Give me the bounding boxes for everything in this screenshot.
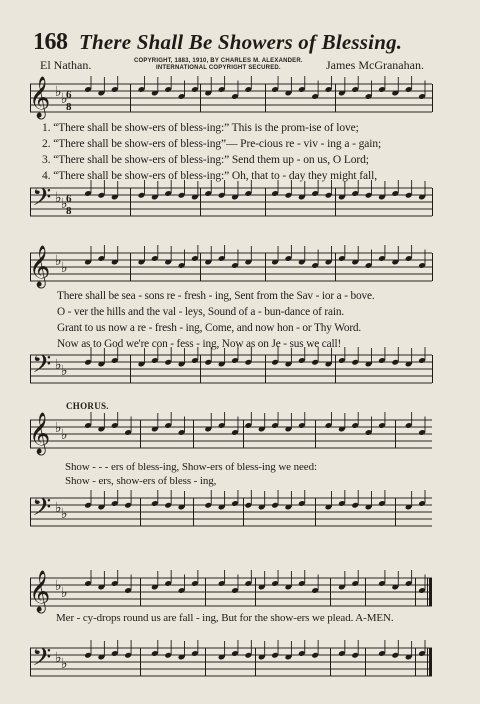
note-heads: [84, 76, 426, 100]
bar-line: [205, 578, 206, 606]
verse-2-line-2: O - ver the hills and the val - leys, Sound of a - bun-dance of rain.: [57, 306, 345, 318]
verse-1-line-2: There shall be sea - sons re - fresh - ing, Sent from the Sav - ior a - bove.: [57, 290, 375, 302]
bass-staff-system-3: [0, 490, 480, 540]
bar-line: [265, 355, 266, 383]
bass-clef-icon: [32, 493, 51, 528]
bar-line: [200, 188, 201, 216]
bar-line: [432, 253, 433, 281]
bar-line: [243, 498, 244, 526]
svg-text:♭: ♭: [55, 358, 62, 373]
copyright-line-2: INTERNATIONAL COPYRIGHT SECURED.: [155, 65, 281, 71]
verse-1-line-1: 1. “There shall be show-ers of bless-ing:” This is the prom-ise of love;: [42, 122, 359, 134]
copyright-notice: [134, 58, 303, 72]
bass-staff-system-4: [0, 640, 480, 690]
bar-line: [432, 188, 433, 216]
bar-line: [200, 253, 201, 281]
bar-line: [330, 648, 331, 676]
bar-line: [200, 355, 201, 383]
treble-staff-system-2: [0, 245, 480, 295]
bar-line: [429, 578, 432, 606]
bar-line: [415, 578, 416, 606]
bass-clef-icon: [32, 643, 51, 678]
chorus-label: CHORUS.: [66, 401, 109, 411]
svg-text:♭: ♭: [61, 428, 68, 443]
svg-text:♭: ♭: [55, 579, 62, 594]
bar-line: [140, 578, 141, 606]
treble-staff-system-3: [0, 412, 480, 462]
bar-line: [315, 420, 316, 448]
svg-text:♭: ♭: [61, 657, 68, 672]
verse-3-line-1: 3. “There shall be show-ers of bless-ing:” Send them up - on us, O Lord;: [42, 154, 369, 166]
chorus-line-1: Show - - - ers of bless-ing, Show-ers of bless-ing we need:: [65, 461, 317, 473]
bar-line: [30, 188, 31, 216]
bar-line: [395, 498, 396, 526]
bar-line: [255, 648, 256, 676]
bar-line: [265, 188, 266, 216]
time-signature-icon: [66, 89, 72, 113]
bar-line: [432, 84, 433, 112]
svg-text:𝄞: 𝄞: [29, 413, 51, 454]
key-signature-icon: [55, 579, 68, 601]
svg-text:♭: ♭: [55, 85, 62, 100]
copyright-line-1: COPYRIGHT, 1883, 1910, BY CHARLES M. ALEXANDER.: [134, 58, 303, 64]
svg-text:♭: ♭: [61, 92, 68, 107]
bass-clef-icon: [32, 183, 51, 218]
svg-text:6: 6: [66, 193, 72, 205]
bar-line: [140, 648, 141, 676]
bar-line: [415, 648, 416, 676]
bar-line: [130, 188, 131, 216]
bar-line: [330, 578, 331, 606]
bar-line: [432, 355, 433, 383]
treble-clef-icon: [29, 76, 50, 119]
bass-staff-system-2: [0, 347, 480, 397]
treble-clef-icon: [29, 412, 50, 455]
bar-line: [30, 355, 31, 383]
bar-line: [200, 84, 201, 112]
svg-text:6: 6: [66, 89, 72, 101]
treble-clef-icon: [29, 245, 50, 288]
bar-line: [365, 648, 366, 676]
svg-text:♭: ♭: [55, 501, 62, 516]
svg-text:♭: ♭: [55, 254, 62, 269]
svg-text:𝄢: 𝄢: [32, 183, 52, 218]
hymn-number: 168: [33, 29, 68, 55]
bar-line: [315, 498, 316, 526]
bass-clef-icon: [32, 350, 51, 385]
svg-text:𝄢: 𝄢: [32, 643, 52, 678]
bar-line: [265, 84, 266, 112]
verse-4-line-1: 4. “There shall be show-ers of bless-ing:” Oh, that to - day they might fall,: [42, 170, 377, 182]
verse-4-line-2: Now as to God we're con - fess - ing, Now as on Je - sus we call!: [57, 338, 342, 350]
bar-line: [130, 84, 131, 112]
bar-line: [140, 498, 141, 526]
time-signature-icon: [66, 193, 72, 217]
svg-text:𝄞: 𝄞: [29, 77, 51, 118]
bar-line: [429, 648, 432, 676]
svg-text:𝄞: 𝄞: [29, 246, 51, 287]
svg-text:8: 8: [66, 205, 72, 217]
svg-text:8: 8: [66, 101, 72, 113]
svg-text:♭: ♭: [61, 261, 68, 276]
hymn-title: There Shall Be Showers of Blessing.: [79, 30, 403, 54]
bar-line: [205, 648, 206, 676]
chorus-line-2: Show - ers, show-ers of bless - ing,: [65, 475, 217, 487]
bar-line: [130, 253, 131, 281]
bar-line: [140, 420, 141, 448]
svg-text:♭: ♭: [61, 507, 68, 522]
key-signature-icon: [55, 254, 68, 276]
bar-line: [30, 498, 31, 526]
bar-line: [395, 420, 396, 448]
svg-text:♭: ♭: [55, 651, 62, 666]
composer-credit: James McGranahan.: [326, 58, 424, 72]
svg-text:♭: ♭: [61, 197, 68, 212]
verse-2-line-1: 2. “There shall be show-ers of bless-ing”— Pre-cious re - viv - ing a - gain;: [42, 138, 382, 150]
treble-clef-icon: [29, 570, 50, 613]
bar-line: [335, 84, 336, 112]
chorus-line-3: Mer - cy-drops round us are fall - ing, But for the show-ers we plead. A-MEN.: [56, 612, 394, 624]
svg-text:♭: ♭: [55, 421, 62, 436]
svg-text:♭: ♭: [55, 191, 62, 206]
svg-text:𝄢: 𝄢: [32, 493, 52, 528]
key-signature-icon: [55, 421, 68, 443]
lyricist-credit: El Nathan.: [40, 58, 92, 72]
bar-line: [30, 648, 31, 676]
bar-line: [265, 253, 266, 281]
bar-line: [427, 578, 428, 606]
bar-line: [335, 253, 336, 281]
svg-text:♭: ♭: [61, 586, 68, 601]
bar-line: [130, 355, 131, 383]
bar-line: [365, 578, 366, 606]
bar-line: [193, 498, 194, 526]
bar-line: [427, 648, 428, 676]
verse-3-line-2: Grant to us now a re - fresh - ing, Come, and now hon - or Thy Word.: [57, 322, 362, 334]
bar-line: [335, 355, 336, 383]
bar-line: [243, 420, 244, 448]
bass-staff-system-1: [0, 180, 480, 230]
svg-text:♭: ♭: [61, 364, 68, 379]
bar-line: [255, 578, 256, 606]
bar-line: [335, 188, 336, 216]
bar-line: [193, 420, 194, 448]
svg-text:𝄞: 𝄞: [29, 571, 51, 612]
svg-text:𝄢: 𝄢: [32, 350, 52, 385]
